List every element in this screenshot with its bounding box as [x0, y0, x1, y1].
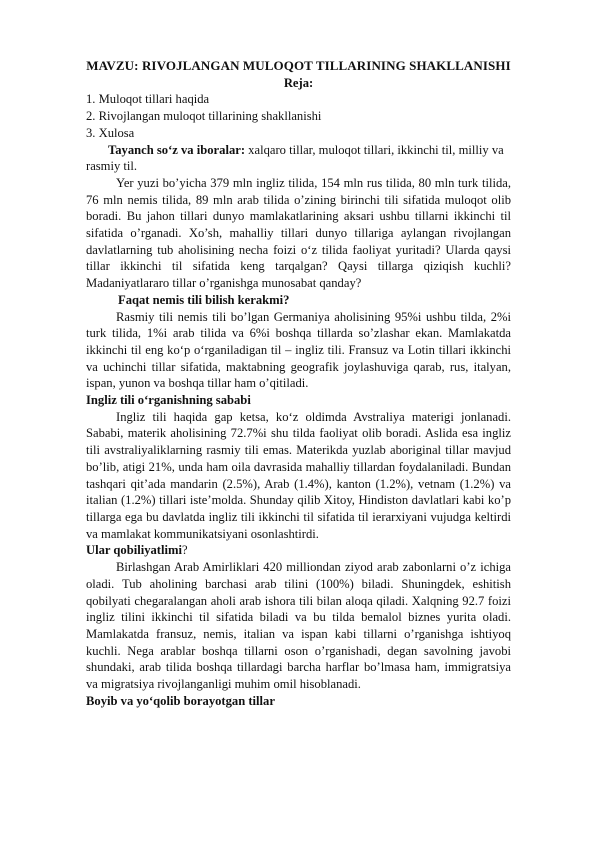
section-heading-uae: [86, 542, 511, 559]
plan-heading: Reja:: [283, 75, 314, 90]
keywords-text: xalqaro tillar, muloqot tillari, ikkinchi til, milliy va rasmiy til.: [86, 142, 504, 174]
section-heading-languages: Boyib va yo‘qolib borayotgan tillar: [86, 693, 275, 708]
section-heading-uae-suffix: ?: [181, 543, 188, 558]
document-page: [86, 58, 511, 709]
section-paragraph-german: Rasmiy tili nemis tili bo’lgan Germaniya aholisining 95%i ushbu tilda, 2%i turk tilida, 1%i arab tilida va 6%i boshqa tillarda so’zlashar ekan. Mamlakatda ikkinchi til eng ko‘p o‘rganiladigan til – ingliz tili. Fransuz va Lotin tillari ikkinchi va uchinchi tillar sifatida, maktabning geografik joylashuviga qarab, rus, italyan, ispan, yunon va boshqa tillar ham o’qitiladi.: [86, 309, 511, 391]
plan-item-1: 1. Muloqot tillari haqida: [86, 92, 210, 107]
keywords-label: Tayanch so‘z va iboralar:: [108, 142, 246, 157]
section-paragraph-uae: Birlashgan Arab Amirliklari 420 milliondan ziyod arab zabonlarni o’z ichiga oladi. Tub aholining barchasi arab tilini (100%) biladi. Shuningdek, eshitish qobilyati chegaralangan aholi arab ishora tili bilan aloqa qiladi. Xalqning 92.7 foizi ingliz tilini ikkinchi til sifatida biladi va bu tilda bemalol biznes yurita oladi. Mamlakatda fransuz, nemis, italian va ispan kabi tillarni o’rganishga ishtiyoq kuchli. Nega arablar boshqa tillarni oson o’rganishadi, degan savolning javobi shundaki, arab tilida boshqa tillardagi barcha harflar bo’lmasa ham, immigratsiya va migratsiya rivojlanganligi muhim omil hisoblanadi.: [86, 560, 511, 692]
keywords-line: [86, 142, 511, 175]
plan-item-2: 2. Rivojlangan muloqot tillarining shakllanishi: [86, 109, 322, 124]
section-paragraph-english: Ingliz tili haqida gap ketsa, ko‘z oldimda Avstraliya materigi jonlanadi. Sababi, materik aholisining 72.7%i shu tilda faoliyat olib boradi. Aslida esa ingliz tili avstraliyaliklarning rasmiy tili emas. Materikda yuzlab aboriginal tillar mavjud bo’lib, atigi 21%, unda ham oila davrasida mahalliy tillardan foydalaniladi. Bundan tashqari qit’ada mandarin (2.5%), Arab (1.4%), kanton (1.2%), vetnam (1.2%) va italian (1.2%) tillari iste’molda. Shunday qilib Xitoy, Hindiston davlatlari kabi ko’p tillarga ega bu davlatda ingliz tili ikkinchi til sifatida til ierarxiyani vujudga keltirdi va mamlakat kommunikatsiyani osonlashtirdi.: [86, 409, 511, 541]
section-heading-english: Ingliz tili o‘rganishning sababi: [86, 393, 251, 408]
section-heading-german: Faqat nemis tili bilish kerakmi?: [118, 292, 290, 307]
section-heading-uae-text: Ular qobiliyatlimi: [86, 543, 182, 558]
plan-item-3: 3. Xulosa: [86, 125, 135, 140]
document-title: MAVZU: RIVOJLANGAN MULOQOT TILLARINING SHAKLLANISHI: [86, 58, 511, 73]
intro-paragraph: Yer yuzi bo’yicha 379 mln ingliz tilida, 154 mln rus tilida, 80 mln turk tilida, 76 mln nemis tilida, 89 mln arab tilida o’zining birinchi tili sifatida muloqot olib boradi. Bu jahon tillari dunyo mamlakatlarining aksari ushbu tillarni ikkinchi til sifatida o’rganadi. Xo’sh, mahalliy tillari dunyo tillariga aylangan rivojlangan davlatlarning tub aholisining necha foizi o‘z tilida faoliyat yuritadi? Ularda qaysi tillar ikkinchi til sifatida keng tarqalgan? Qaysi tillarga qiziqish kuchli? Madaniyatlararo tillar o’rganishga munosabat qanday?: [86, 175, 511, 291]
